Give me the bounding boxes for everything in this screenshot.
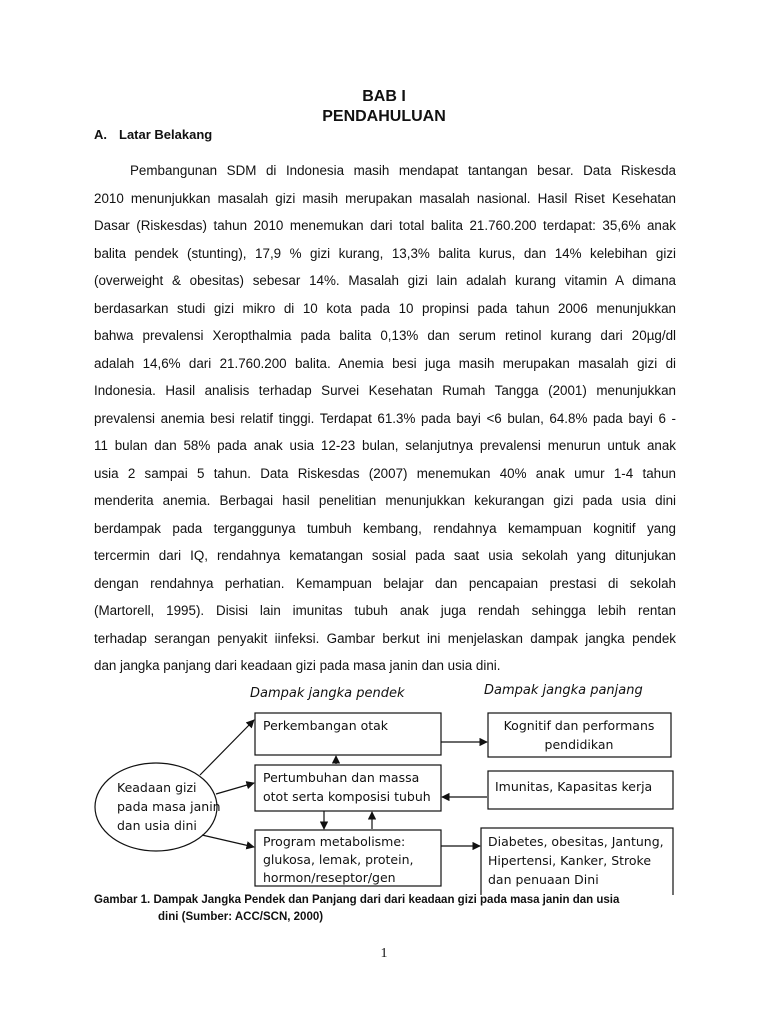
- paragraph-line: dengan rendahnya perhatian. Kemampuan belajar dan pencapaian prestasi di sekolah: [94, 575, 676, 591]
- paragraph-line: balita pendek (stunting), 17,9 % gizi kurang, 13,3% balita kurus, dan 14% kelebihan gizi: [94, 245, 676, 261]
- long-term-box-line: Hipertensi, Kanker, Stroke: [488, 853, 652, 868]
- short-term-box-line: otot serta komposisi tubuh: [263, 789, 431, 804]
- long-term-box-line: dan penuaan Dini: [488, 872, 599, 887]
- long-term-box-line: Diabetes, obesitas, Jantung,: [488, 834, 664, 849]
- section-number: A.: [94, 127, 107, 142]
- arrow-origin-to-growth: [216, 783, 254, 794]
- paragraph-line: 2010 menunjukkan masalah gizi masih merupakan masalah nasional. Hasil Riset Kesehatan: [94, 190, 676, 206]
- paragraph-line: Dasar (Riskesdas) tahun 2010 menemukan dari total balita 21.760.200 terdapat: 35,6% anak: [94, 218, 676, 233]
- short-term-box-line: hormon/reseptor/gen: [263, 870, 396, 885]
- caption-line: dini (Sumber: ACC/SCN, 2000): [158, 911, 324, 923]
- origin-label-line: dan usia dini: [117, 818, 197, 833]
- short-term-box-line: glukosa, lemak, protein,: [263, 852, 414, 867]
- paragraph-line: adalah 14,6% dari 21.760.200 balita. Anemia besi juga masih merupakan masalah gizi di: [94, 355, 676, 371]
- paragraph-line: bahwa prevalensi Xeropthalmia pada balita 0,13% dan serum retinol kurang dari 20µg/dl: [94, 328, 676, 343]
- paragraph-line: (Martorell, 1995). Disisi lain imunitas tubuh anak juga rendah sehingga lebih rentan: [94, 603, 676, 618]
- impact-diagram: [0, 670, 768, 895]
- long-term-box-line: Kognitif dan performans: [503, 718, 655, 733]
- arrow-origin-to-metabolism: [202, 835, 254, 847]
- chapter-title: PENDAHULUAN: [322, 108, 446, 125]
- chapter-heading: BAB I: [362, 88, 406, 105]
- long-term-header: Dampak jangka panjang: [484, 683, 643, 698]
- paragraph-line: usia 2 sampai 5 tahun. Data Riskesdas (2007) menemukan 40% anak umur 1-4 tahun: [94, 465, 676, 481]
- paragraph-line: Pembangunan SDM di Indonesia masih mendapat tantangan besar. Data Riskesda: [130, 163, 676, 178]
- origin-label-line: pada masa janin: [117, 799, 221, 814]
- paragraph-line: (overweight & obesitas) sebesar 14%. Masalah gizi lain adalah kurang vitamin A dimana: [94, 273, 676, 288]
- paragraph-line: prevalensi anemia besi relatif tinggi. Terdapat 61.3% pada bayi <6 bulan, 64.8% pada bayi 6 -: [94, 410, 676, 426]
- paragraph-line: berdasarkan studi gizi mikro di 10 kota pada 10 propinsi pada tahun 2006 menunjukkan: [94, 300, 676, 316]
- paragraph-line: terhadap serangan penyakit iinfeksi. Gambar berkut ini menjelaskan dampak jangka pendek: [94, 630, 676, 646]
- page-number: 1: [380, 946, 388, 961]
- origin-label-line: Keadaan gizi: [117, 780, 197, 795]
- paragraph-line: 11 bulan dan 58% pada anak usia 12-23 bulan, selanjutnya prevalensi menurun untuk anak: [94, 438, 676, 453]
- paragraph-line: tercermin dari IQ, rendahnya kematangan sosial pada saat usia sekolah yang ditunjukan: [94, 548, 676, 563]
- short-term-box-line: Pertumbuhan dan massa: [263, 770, 420, 785]
- paragraph-line: berdampak pada terganggunya tumbuh kembang, rendahnya kemampuan kognitif yang: [94, 520, 676, 536]
- body-paragraph: [94, 157, 676, 680]
- short-term-box-line: Perkembangan otak: [263, 718, 389, 733]
- paragraph-line: menderita anemia. Berbagai hasil penelitian menunjukkan kekurangan gizi pada usia dini: [94, 493, 676, 508]
- paragraph-line: dan jangka panjang dari keadaan gizi pada masa janin dan usia dini.: [94, 658, 501, 673]
- caption-line: Gambar 1. Dampak Jangka Pendek dan Panjang dari dari keadaan gizi pada masa janin dan usia: [94, 894, 620, 906]
- short-term-header: Dampak jangka pendek: [250, 686, 405, 701]
- long-term-box-line: Imunitas, Kapasitas kerja: [495, 779, 653, 794]
- section-heading: [94, 127, 212, 142]
- section-title: Latar Belakang: [119, 127, 213, 142]
- arrow-origin-to-brain: [200, 720, 254, 775]
- short-term-box-line: Program metabolisme:: [263, 834, 406, 849]
- figure-caption: [94, 892, 694, 926]
- paragraph-line: Indonesia. Hasil analisis terhadap Survei Kesehatan Rumah Tangga (2001) menunjukkan: [94, 383, 676, 398]
- long-term-box-line: pendidikan: [544, 737, 614, 752]
